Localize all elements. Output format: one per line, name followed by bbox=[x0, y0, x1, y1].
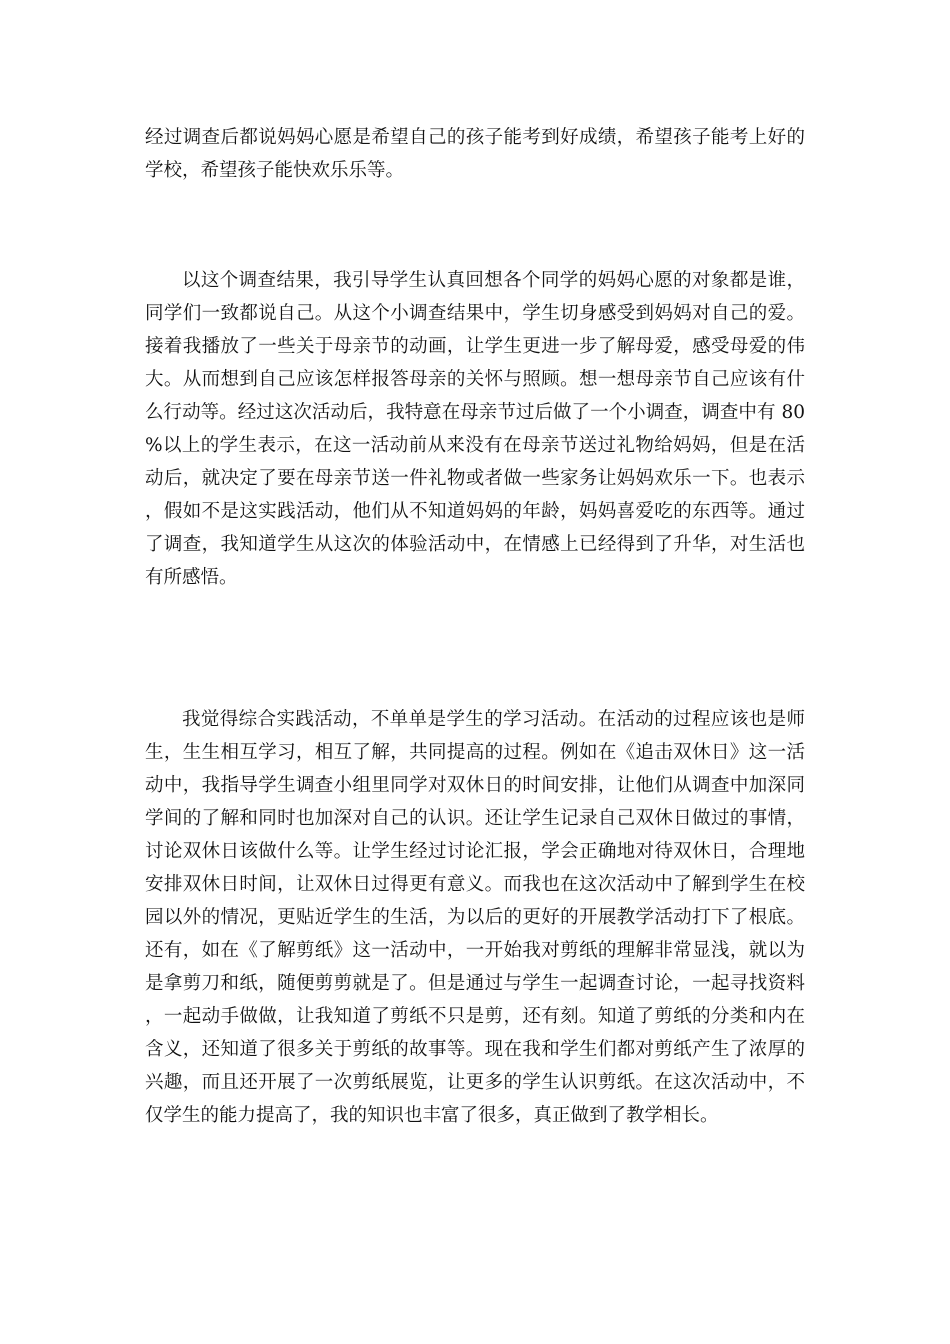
paragraph-mothers-day-activity: 以这个调查结果，我引导学生认真回想各个同学的妈妈心愿的对象都是谁，同学们一致都说自己。从这个小调查结果中，学生切身感受到妈妈对自己的爱。接着我播放了一些关于母亲节的动画，让学生更进一步了解母爱，感受母爱的伟大。从而想到自己应该怎样报答母亲的关怀与照顾。想一想母亲节自己应该有什么行动等。经过这次活动后，我特意在母亲节过后做了一个小调查，调查中有 80%以上的学生表示，在这一活动前从来没有在母亲节送过礼物给妈妈，但是在活动后，就决定了要在母亲节送一件礼物或者做一些家务让妈妈欢乐一下。也表示，假如不是这实践活动，他们从不知道妈妈的年龄，妈妈喜爱吃的东西等。通过了调查，我知道学生从这次的体验活动中，在情感上已经得到了升华，对生活也有所感悟。 bbox=[145, 270, 805, 588]
paragraph-survey-result: 经过调查后都说妈妈心愿是希望自己的孩子能考到好成绩，希望孩子能考上好的学校，希望孩子能快欢乐乐等。 bbox=[145, 127, 805, 181]
paragraph-practice-reflection: 我觉得综合实践活动，不单单是学生的学习活动。在活动的过程应该也是师生，生生相互学习，相互了解，共同提高的过程。例如在《追击双休日》这一活动中，我指导学生调查小组里同学对双休日的时间安排，让他们从调查中加深同学间的了解和同时也加深对自己的认识。还让学生记录自己双休日做过的事情，讨论双休日该做什么等。让学生经过讨论汇报，学会正确地对待双休日，合理地安排双休日时间，让双休日过得更有意义。而我也在这次活动中了解到学生在校园以外的情况，更贴近学生的生活，为以后的更好的开展教学活动打下了根底。还有，如在《了解剪纸》这一活动中，一开始我对剪纸的理解非常显浅，就以为是拿剪刀和纸，随便剪剪就是了。但是通过与学生一起调查讨论，一起寻找资料，一起动手做做，让我知道了剪纸不只是剪，还有刻。知道了剪纸的分类和内在含义，还知道了很多关于剪纸的故事等。现在我和学生们都对剪纸产生了浓厚的兴趣，而且还开展了一次剪纸展览，让更多的学生认识剪纸。在这次活动中，不仅学生的能力提高了，我的知识也丰富了很多，真正做到了教学相长。 bbox=[145, 709, 805, 1126]
